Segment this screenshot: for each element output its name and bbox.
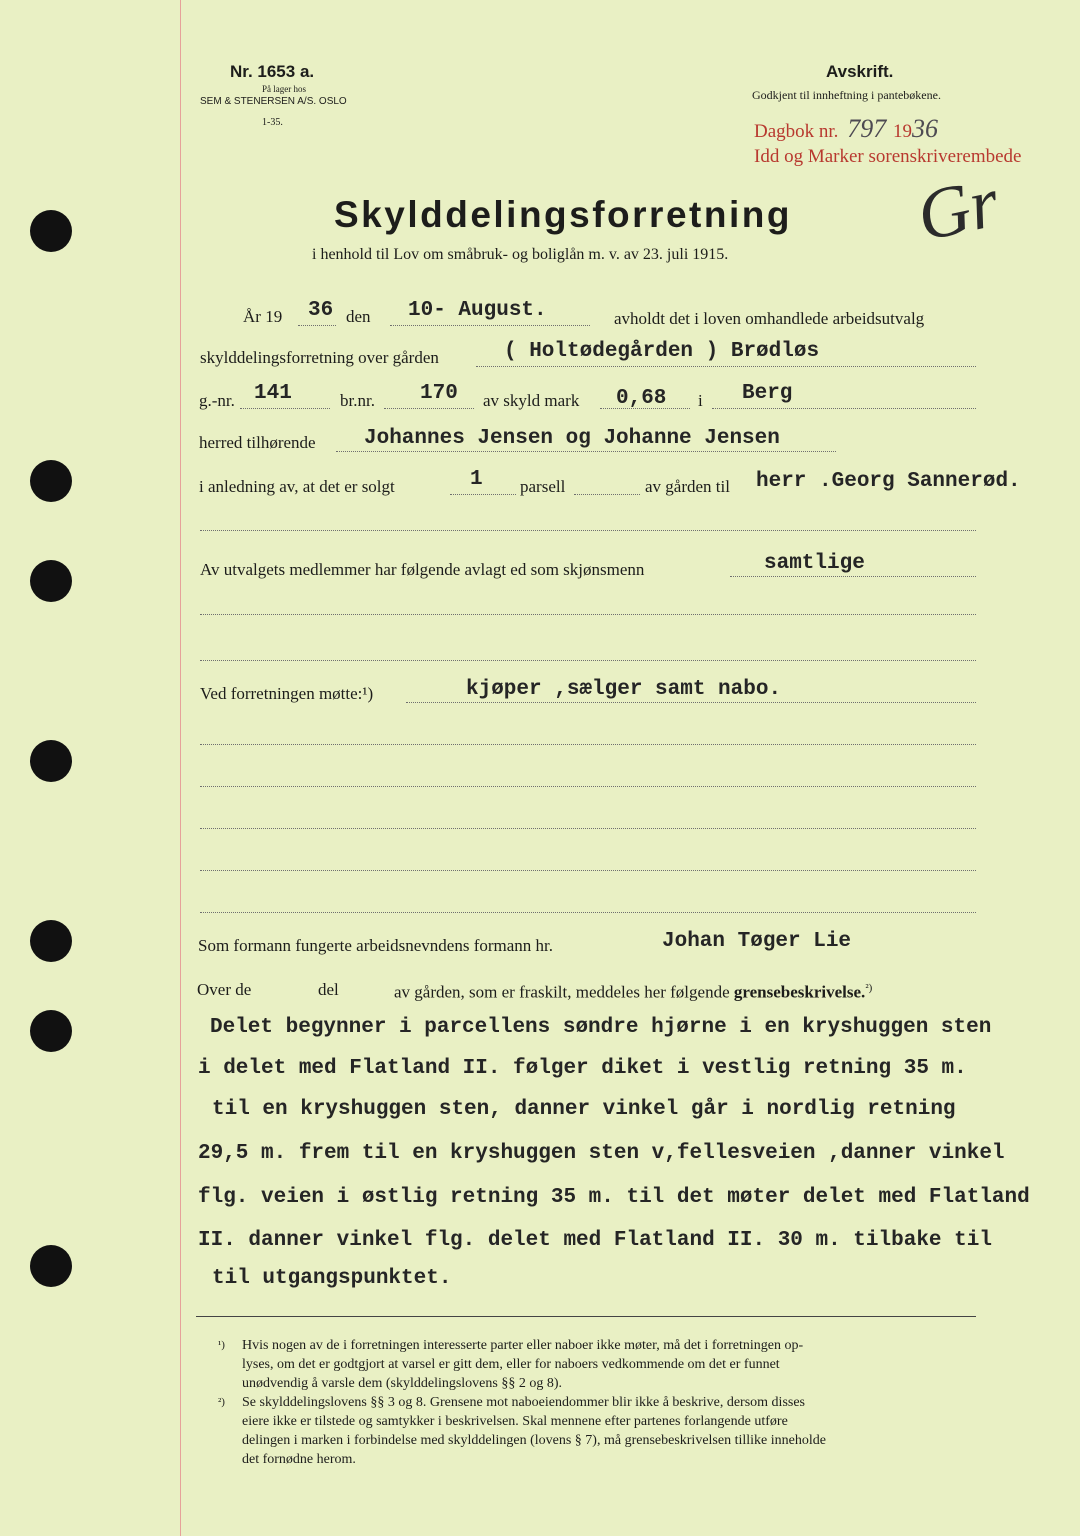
punch-hole <box>30 1245 72 1287</box>
approval-text: Godkjent til innheftning i pantebøkene. <box>752 88 941 102</box>
oath-label: Av utvalgets medlemmer har følgende avlagt ed som skjønsmenn <box>200 560 645 579</box>
boundary-line: til utgangspunktet. <box>212 1267 452 1290</box>
footnote-line: unødvendig å varsle dem (skylddelingslovens §§ 2 og 8). <box>242 1376 563 1391</box>
boundary-sup: ²) <box>865 982 873 994</box>
form-number: Nr. 1653 a. <box>230 62 315 81</box>
present-label: Ved forretningen møtte:¹) <box>200 684 374 703</box>
del-label: del <box>318 980 339 999</box>
chair-value: Johan Tøger Lie <box>662 930 852 953</box>
fill-line <box>574 494 640 495</box>
fill-line <box>200 744 976 745</box>
margin-line <box>180 0 181 1536</box>
fill-line <box>712 408 976 409</box>
signature-initials: Gr <box>910 161 1006 257</box>
oath-value: samtlige <box>764 552 865 575</box>
footnote-mark: ¹) <box>218 1339 225 1351</box>
present-value: kjøper ,sælger samt nabo. <box>466 678 782 701</box>
fill-line <box>390 325 590 326</box>
punch-hole <box>30 740 72 782</box>
dagbok-year-prefix: 19 <box>892 121 912 142</box>
farm-value: ( Holtødegården ) Brødløs <box>504 340 820 363</box>
footnote-line: eiere ikke er tilstede og samtykker i beskrivelsen. Skal mennene efter partenes forlangende utføre <box>242 1414 788 1429</box>
boundary-line: II. danner vinkel flg. delet med Flatland II. 30 m. tilbake til <box>198 1229 992 1252</box>
footnote-line: delingen i marken i forbindelse med skylddelingen (lovens § 7), må grensebeskrivelsen tillike inneholde <box>242 1433 826 1448</box>
owner-label: herred tilhørende <box>199 433 316 452</box>
skyld-value: 0,68 <box>616 387 667 410</box>
boundary-intro <box>394 982 872 1003</box>
fill-line <box>200 614 976 615</box>
punch-hole <box>30 920 72 962</box>
boundary-bold: grensebeskrivelse. <box>733 982 866 1002</box>
fill-line <box>200 828 976 829</box>
fill-line <box>200 530 976 531</box>
footnote-line: det fornødne herom. <box>242 1452 356 1467</box>
fill-line <box>384 408 474 409</box>
parcel-label: parsell <box>520 477 566 496</box>
boundary-line: flg. veien i østlig retning 35 m. til det møter delet med Flatland <box>198 1186 1030 1209</box>
over-farm-label: skylddelingsforretning over gården <box>200 348 439 367</box>
gnr-value: 141 <box>254 382 292 405</box>
year-value: 36 <box>308 299 334 322</box>
boundary-intro-text: av gården, som er fraskilt, meddeles her følgende <box>394 982 730 1002</box>
parcels-value: 1 <box>470 468 483 491</box>
fill-line <box>200 912 976 913</box>
avskrift-label: Avskrift. <box>826 62 894 81</box>
to-label: av gården til <box>645 477 730 496</box>
document-title: Skylddelingsforretning <box>334 194 792 235</box>
buyer-value: herr .Georg Sannerød. <box>756 470 1021 493</box>
date-value: 10- August. <box>408 299 547 322</box>
print-date: 1-35. <box>262 117 283 128</box>
fill-line <box>200 660 976 661</box>
punch-hole <box>30 1010 72 1052</box>
brnr-value: 170 <box>420 382 458 405</box>
footnote-line: lyses, om det er godtgjort at varsel er gitt dem, eller for naboers vedkommende om det er funnet <box>242 1357 780 1372</box>
dagbok-year: 36 <box>911 114 938 143</box>
fill-line <box>298 325 336 326</box>
brnr-label: br.nr. <box>340 391 375 410</box>
dagbok-label: Dagbok nr. <box>754 121 839 142</box>
held-text: avholdt det i loven omhandlede arbeidsutvalg <box>614 309 925 328</box>
boundary-line: Delet begynner i parcellens søndre hjørne i en kryshuggen sten <box>210 1016 992 1039</box>
punch-hole <box>30 460 72 502</box>
municipality-value: Berg <box>742 382 793 405</box>
footnote-mark: ²) <box>218 1396 225 1408</box>
boundary-line: til en kryshuggen sten, danner vinkel går i nordlig retning <box>212 1098 956 1121</box>
fill-line <box>336 451 836 452</box>
skyld-label: av skyld mark <box>483 391 580 410</box>
footnote-line: Se skylddelingslovens §§ 3 og 8. Grensene mot naboeiendommer blir ikke å beskrive, dersom disses <box>242 1395 806 1410</box>
punch-hole <box>30 560 72 602</box>
office-stamp: Idd og Marker sorenskriverembede <box>754 146 1022 167</box>
fill-line <box>200 870 976 871</box>
footnote-line: Hvis nogen av de i forretningen interesserte parter eller naboer ikke møter, må det i forretningen op- <box>242 1338 804 1353</box>
fill-line <box>450 494 516 495</box>
fill-line <box>200 786 976 787</box>
publisher-line1: På lager hos <box>262 84 306 94</box>
fill-line <box>406 702 976 703</box>
boundary-line: i delet med Flatland II. følger diket i vestlig retning 35 m. <box>198 1057 967 1080</box>
document-subtitle: i henhold til Lov om småbruk- og boliglån m. v. av 23. juli 1915. <box>312 246 729 263</box>
gnr-label: g.-nr. <box>199 391 235 410</box>
dagbok-number: 797 <box>847 114 887 143</box>
footnote-rule <box>196 1316 976 1317</box>
year-label: År 19 <box>243 307 283 326</box>
boundary-line: 29,5 m. frem til en kryshuggen sten v,fellesveien ,danner vinkel <box>198 1142 1005 1165</box>
fill-line <box>476 366 976 367</box>
owner-value: Johannes Jensen og Johanne Jensen <box>364 427 780 450</box>
fill-line <box>240 408 330 409</box>
in-label: i <box>698 391 703 410</box>
publisher-line2: SEM & STENERSEN A/S. OSLO <box>200 96 347 107</box>
sold-label: i anledning av, at det er solgt <box>199 477 395 496</box>
over-de-label: Over de <box>197 980 252 999</box>
dagbok-stamp <box>754 114 938 144</box>
punch-hole <box>30 210 72 252</box>
fill-line <box>730 576 976 577</box>
chair-label: Som formann fungerte arbeidsnevndens formann hr. <box>198 936 554 955</box>
den-label: den <box>346 307 371 326</box>
